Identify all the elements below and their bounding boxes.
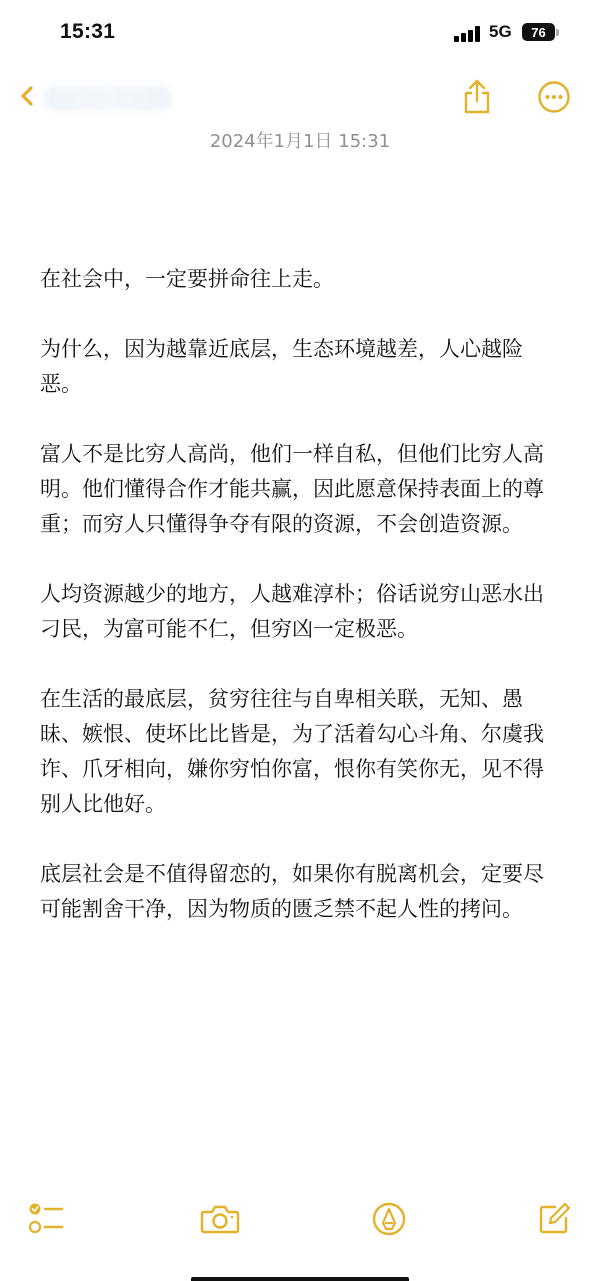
ellipsis-circle-icon <box>537 80 571 114</box>
signal-bars-icon <box>454 26 484 42</box>
network-type: 5G <box>489 22 512 41</box>
chevron-left-icon <box>20 86 34 106</box>
share-icon <box>460 78 494 116</box>
compose-button[interactable] <box>535 1200 573 1238</box>
note-paragraph: 为什么，因为越靠近底层，生态环境越差，人心越险恶。 <box>40 337 523 396</box>
note-paragraph: 底层社会是不值得留恋的，如果你有脱离机会，定要尽可能割舍干净，因为物质的匮乏禁不起人性的拷问。 <box>40 862 544 921</box>
markup-button[interactable] <box>370 1200 408 1238</box>
compose-icon <box>536 1201 572 1237</box>
checklist-button[interactable] <box>28 1200 66 1238</box>
status-time: 15:31 <box>60 20 116 43</box>
share-button[interactable] <box>460 78 494 116</box>
battery-cap <box>556 29 559 36</box>
note-paragraph: 在社会中，一定要拼命往上走。 <box>40 267 334 291</box>
more-button[interactable] <box>537 80 571 114</box>
note-body[interactable] <box>40 262 560 962</box>
camera-button[interactable] <box>200 1200 240 1238</box>
note-date: 2024年1月1日 15:31 <box>209 131 391 152</box>
checklist-icon <box>28 1201 66 1237</box>
battery-icon <box>522 23 555 41</box>
markup-pen-icon <box>371 1201 407 1237</box>
camera-icon <box>200 1203 240 1235</box>
home-indicator[interactable] <box>191 1277 409 1281</box>
note-paragraph: 在生活的最底层，贫穷往往与自卑相关联，无知、愚昧、嫉恨、使坏比比皆是，为了活着勾心斗角、尔虞我诈、爪牙相向，嫌你穷怕你富，恨你有笑你无，见不得别人比他好。 <box>40 687 544 816</box>
status-bar <box>0 0 600 68</box>
note-paragraph: 富人不是比穷人高尚，他们一样自私，但他们比穷人高明。他们懂得合作才能共赢，因此愿意保持表面上的尊重；而穷人只懂得争夺有限的资源，不会创造资源。 <box>40 442 544 536</box>
battery-level: 76 <box>531 24 546 40</box>
note-paragraph: 人均资源越少的地方，人越难淳朴；俗话说穷山恶水出刁民，为富可能不仁，但穷凶一定极恶。 <box>40 582 544 641</box>
blurred-folder-title <box>44 86 172 110</box>
back-button[interactable] <box>14 82 40 110</box>
